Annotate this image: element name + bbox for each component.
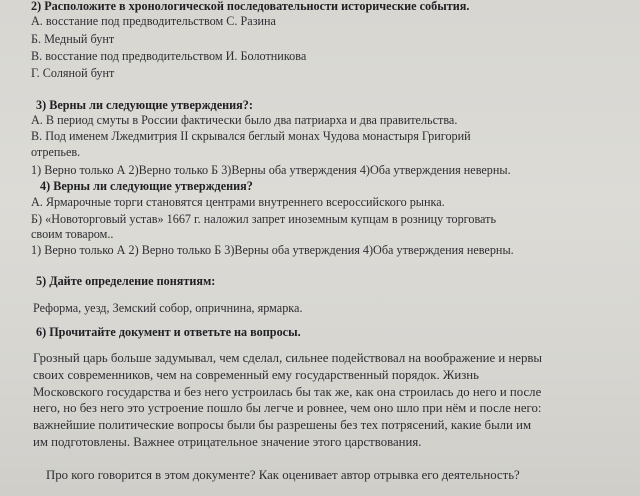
q3-answer-options: 1) Верно только А 2)Верно только Б 3)Верны оба утверждения 4)Оба утверждения неверны. bbox=[31, 163, 511, 177]
q3-heading: 3) Верны ли следующие утверждения?: bbox=[36, 98, 253, 112]
q2-item-a: А. восстание под предводительством С. Разина bbox=[31, 14, 276, 28]
q2-heading: 2) Расположите в хронологической последовательности исторические события. bbox=[31, 0, 470, 13]
q6-text-line: Московского государства и без него устроилась бы так же, как она строилась до него и после bbox=[33, 385, 542, 399]
q5-heading: 5) Дайте определение понятиям: bbox=[36, 274, 216, 288]
q3-statement-a: А. В период смуты в России фактически было два патриарха и два правительства. bbox=[31, 113, 458, 127]
q6-text-line: важнейшие политические вопросы были бы разрешены без тех потрясений, какие были им bbox=[33, 418, 532, 432]
q4-heading: 4) Верны ли следующие утверждения? bbox=[40, 179, 253, 193]
q3-statement-b-line2: отрепьев. bbox=[31, 145, 81, 159]
q6-question: Про кого говорится в этом документе? Как оценивает автор отрывка его деятельность? bbox=[46, 468, 520, 482]
q4-statement-b-line2: своим товаром.. bbox=[31, 227, 114, 241]
q6-text-line: Грозный царь больше задумывал, чем сделал, сильнее подействовал на воображение и нервы bbox=[33, 351, 543, 365]
q6-heading: 6) Прочитайте документ и ответьте на вопросы. bbox=[36, 325, 301, 339]
q6-text-line: им подготовлены. Важнее отрицательное значение этого царствования. bbox=[33, 435, 422, 449]
q4-statement-a: А. Ярмарочные торги становятся центрами внутреннего всероссийского рынка. bbox=[31, 195, 445, 209]
q6-text-line: него, но без него это устроение пошло бы легче и ровнее, чем оно шло при нём и после него: bbox=[33, 401, 542, 415]
q2-item-b: Б. Медный бунт bbox=[31, 32, 115, 46]
q4-answer-options: 1) Верно только А 2) Верно только Б 3)Верны оба утверждения 4)Оба утверждения неверны. bbox=[31, 243, 514, 257]
q2-item-v: В. восстание под предводительством И. Болотникова bbox=[31, 49, 307, 63]
q2-item-g: Г. Соляной бунт bbox=[31, 66, 115, 80]
q6-text-line: своих современников, чем на современный ему государственный порядок. Жизнь bbox=[33, 368, 479, 382]
q5-terms: Реформа, уезд, Земский собор, опричнина, ярмарка. bbox=[33, 301, 303, 315]
q3-statement-b-line1: В. Под именем Лжедмитрия II скрывался беглый монах Чудова монастыря Григорий bbox=[31, 129, 471, 143]
q4-statement-b-line1: Б) «Новоторговый устав» 1667 г. наложил запрет иноземным купцам в розницу торговать bbox=[31, 212, 497, 226]
